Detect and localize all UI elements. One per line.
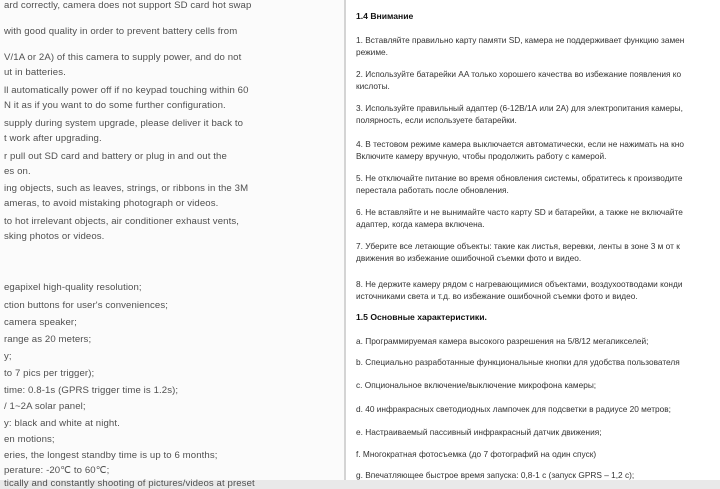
attention-item-2-line-2: кислоты.	[356, 81, 390, 91]
left-line: V/1A or 2A) of this camera to supply power, and do not	[4, 52, 242, 63]
left-line: y: black and white at night.	[4, 418, 120, 429]
left-line: en motions;	[4, 434, 55, 445]
left-line: to 7 pics per trigger);	[4, 368, 95, 379]
attention-item-6-line-2: адаптер, когда камера включена.	[356, 219, 485, 229]
left-line: eries, the longest standby time is up to 6 months;	[4, 450, 218, 461]
feature-item-f: f. Многократная фотосъемка (до 7 фотографий на один спуск)	[356, 449, 597, 459]
feature-item-g: g. Впечатляющее быстрое время запуска: 0,8-1 с (запуск GPRS – 1,2 с);	[356, 470, 635, 480]
left-line: ard correctly, camera does not support SD card hot swap	[4, 0, 252, 11]
attention-item-3-line-1: 3. Используйте правильный адаптер (6-12В/1А или 2А) для электропитания камеры,	[356, 103, 683, 113]
attention-item-6-line-1: 6. Не вставляйте и не вынимайте часто карту SD и батарейки, а также не включайте	[356, 207, 683, 217]
attention-item-3-line-2: полярность, если используете батарейки.	[356, 115, 517, 125]
left-line: perature: -20℃ to 60℃;	[4, 465, 110, 476]
feature-item-d: d. 40 инфракрасных светодиодных лампочек для подсветки в радиусе 20 метров;	[356, 404, 671, 414]
left-line: to hot irrelevant objects, air conditioner exhaust vents,	[4, 216, 240, 227]
left-line: ll automatically power off if no keypad touching within 60	[4, 85, 249, 96]
left-line: tically and constantly shooting of pictures/videos at preset	[4, 478, 255, 489]
feature-item-a: a. Программируемая камера высокого разрешения на 5/8/12 мегапикселей;	[356, 336, 649, 346]
left-line: sking photos or videos.	[4, 231, 105, 242]
left-line: / 1~2A solar panel;	[4, 401, 86, 412]
attention-item-7-line-1: 7. Уберите все летающие объекты: такие как листья, веревки, ленты в зоне 3 м от к	[356, 241, 680, 251]
attention-item-5-line-2: перестала работать после обновления.	[356, 185, 509, 195]
attention-item-5-line-1: 5. Не отключайте питание во время обновления системы, обратитесь к производите	[356, 173, 683, 183]
left-line: N it as if you want to do some further configuration.	[4, 100, 226, 111]
attention-item-4-line-1: 4. В тестовом режиме камера выключается автоматически, если не нажимать на кно	[356, 139, 684, 149]
left-line: ameras, to avoid mistaking photograph or videos.	[4, 198, 219, 209]
left-line: time: 0.8-1s (GPRS trigger time is 1.2s);	[4, 385, 179, 396]
attention-item-1-line-1: 1. Вставляйте правильно карту памяти SD, камера не поддерживает функцию замен	[356, 35, 685, 45]
attention-item-1-line-2: режиме.	[356, 47, 388, 57]
left-line: with good quality in order to prevent battery cells from	[4, 26, 238, 37]
left-line: ut in batteries.	[4, 67, 66, 78]
right-page-russian	[346, 0, 720, 480]
left-line: ction buttons for user's conveniences;	[4, 300, 169, 311]
left-line: egapixel high-quality resolution;	[4, 282, 142, 293]
attention-item-8-line-2: источниками света и т.д. во избежание ошибочной съемки фото и видео.	[356, 291, 638, 301]
section-heading-features: 1.5 Основные характеристики.	[356, 312, 487, 322]
left-line: t work after upgrading.	[4, 133, 102, 144]
left-line: range as 20 meters;	[4, 334, 92, 345]
left-page-english	[0, 0, 344, 489]
section-heading-attention: 1.4 Внимание	[356, 11, 414, 21]
attention-item-7-line-2: движения во избежание ошибочной съемки фото и видео.	[356, 253, 582, 263]
left-line: y;	[4, 351, 12, 362]
left-line: supply during system upgrade, please deliver it back to	[4, 118, 244, 129]
left-line: ing objects, such as leaves, strings, or ribbons in the 3M	[4, 183, 249, 194]
feature-item-e: e. Настраиваемый пассивный инфракрасный датчик движения;	[356, 427, 602, 437]
attention-item-2-line-1: 2. Используйте батарейки AA только хорошего качества во избежание появления ко	[356, 69, 682, 79]
left-line: r pull out SD card and battery or plug in and out the	[4, 151, 227, 162]
attention-item-8-line-1: 8. Не держите камеру рядом с нагревающимися объектами, воздухоотводами конди	[356, 279, 683, 289]
left-line: es on.	[4, 166, 31, 177]
feature-item-b: b. Специально разработанные функциональные кнопки для удобства пользователя	[356, 357, 680, 367]
feature-item-c: c. Опциональное включение/выключение микрофона камеры;	[356, 380, 597, 390]
attention-item-4-line-2: Включите камеру вручную, чтобы продолжить работу с камерой.	[356, 151, 607, 161]
left-line: camera speaker;	[4, 317, 77, 328]
